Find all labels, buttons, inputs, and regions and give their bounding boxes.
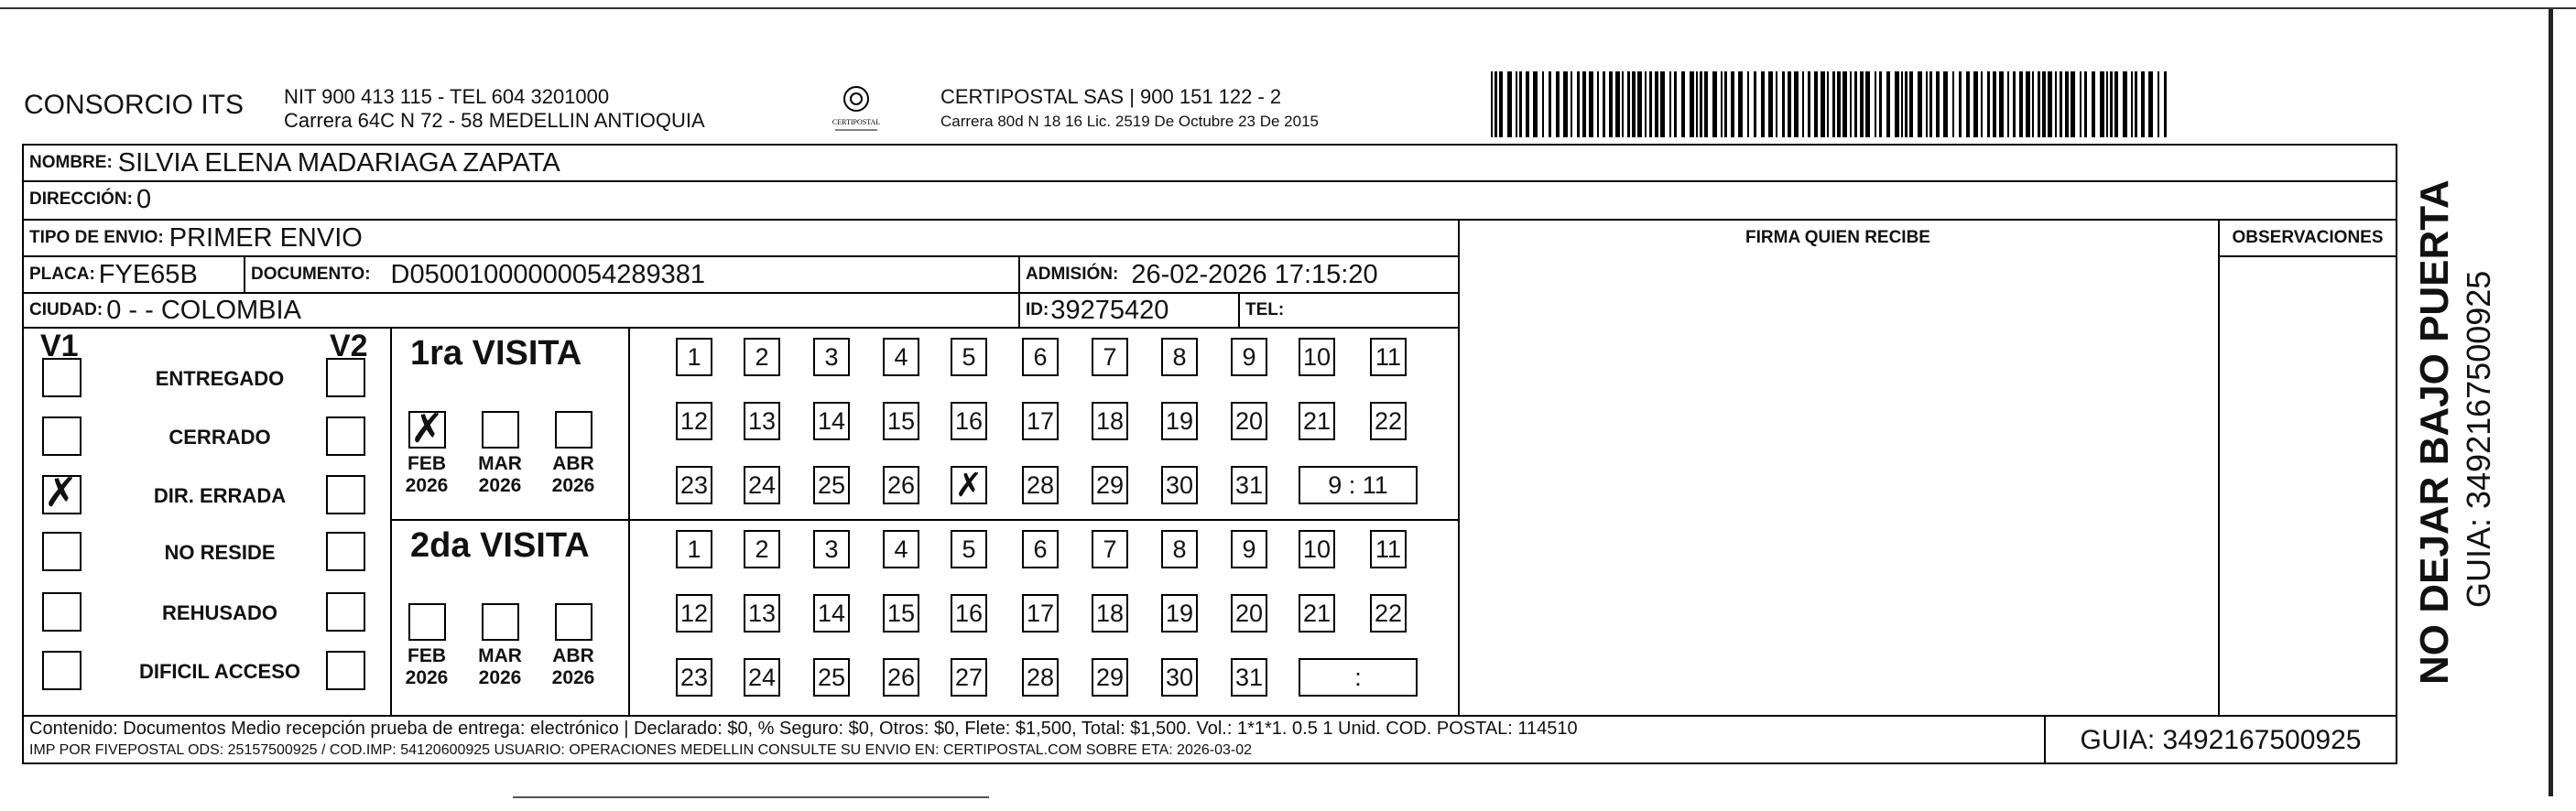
barcode-bar <box>1802 71 1804 137</box>
barcode-bar <box>1814 71 1818 137</box>
barcode-bar <box>1901 71 1903 137</box>
v2-header: V2 <box>330 329 368 363</box>
nombre-row <box>29 146 560 180</box>
barcode-bar <box>2114 71 2118 137</box>
id-label: ID: <box>1026 300 1049 319</box>
barcode-bar <box>1674 71 1677 137</box>
first-visit-day-13[interactable]: 13 <box>744 402 780 440</box>
second-visit-day-5[interactable]: 5 <box>951 530 987 568</box>
first-visit-day-19[interactable]: 19 <box>1161 402 1198 440</box>
second-visit-day-15[interactable]: 15 <box>883 594 919 633</box>
second-visit-month-label-mar: MAR 2026 <box>478 645 522 688</box>
barcode-bar <box>1499 71 1503 137</box>
barcode-bar <box>2100 71 2104 137</box>
side-guia: GUIA: 3492167500925 <box>2460 270 2497 608</box>
ciudad-cell <box>29 294 301 327</box>
first-visit-day-23[interactable]: 23 <box>676 466 712 504</box>
barcode-bar <box>2106 71 2108 137</box>
barcode-bar <box>1603 71 1605 137</box>
tipo-value: PRIMER ENVIO <box>168 222 363 253</box>
barcode-bar <box>1655 71 1658 137</box>
barcode-bar <box>2007 71 2009 137</box>
v1-checkbox-cerrado[interactable] <box>42 416 82 456</box>
v2-checkbox-rehusado[interactable] <box>326 592 365 632</box>
status-label-rehusado: REHUSADO <box>162 601 277 624</box>
second-visit-day-26[interactable]: 26 <box>883 658 919 697</box>
barcode-bar <box>1589 71 1593 137</box>
second-visit-day-31[interactable]: 31 <box>1231 658 1267 697</box>
first-visit-day-21[interactable]: 21 <box>1299 402 1335 440</box>
direccion-value: 0 <box>136 184 152 214</box>
second-visit-day-2[interactable]: 2 <box>744 530 780 568</box>
barcode-bar <box>1609 71 1613 137</box>
barcode-bar <box>1731 71 1734 137</box>
certipostal-logo <box>824 82 888 137</box>
firma-header: FIRMA QUIEN RECIBE <box>1745 228 1930 247</box>
contenido-text: Contenido: Documentos Medio recepción prueba de entrega: electrónico | Declarado: $0, % Seguro: $0, Otros: $0, Flete: $1,500, Total: $1,500. Vol.: 1*1*1. 0.5 1 Unid. COD. POSTAL: 114510 <box>29 719 1578 739</box>
barcode-bar <box>1832 71 1835 137</box>
barcode-bar <box>2080 71 2081 137</box>
barcode-bar <box>1905 71 1908 137</box>
barcode-bar <box>1582 71 1586 137</box>
barcode-bar <box>1943 71 1948 137</box>
nombre-value: SILVIA ELENA MADARIAGA ZAPATA <box>117 147 560 178</box>
barcode-bar <box>1571 71 1572 137</box>
barcode-bar <box>1918 71 1922 137</box>
first-visit-month-label-feb: FEB 2026 <box>405 453 449 496</box>
admision-label: ADMISIÓN: <box>1026 265 1119 284</box>
observaciones-header: OBSERVACIONES <box>2232 228 2384 247</box>
barcode-bar <box>2026 71 2030 137</box>
barcode-bar <box>1981 71 1983 137</box>
v2-checkbox-cerrado[interactable] <box>326 416 365 456</box>
barcode <box>1491 71 2176 137</box>
barcode-bar <box>2135 71 2137 137</box>
first-visit-day-18[interactable]: 18 <box>1092 402 1128 440</box>
second-visit-month-label-feb: FEB 2026 <box>405 645 449 688</box>
second-visit-day-6[interactable]: 6 <box>1022 530 1059 568</box>
carrier-name: CERTIPOSTAL SAS | 900 151 122 - 2 <box>940 85 1282 108</box>
barcode-bar <box>1637 71 1642 137</box>
status-label-dir-errada: DIR. ERRADA <box>153 484 287 507</box>
first-visit-day-17[interactable]: 17 <box>1022 402 1059 440</box>
ciudad-value: 0 - - COLOMBIA <box>106 295 301 325</box>
second-visit-day-18[interactable]: 18 <box>1092 594 1128 633</box>
second-visit-day-3[interactable]: 3 <box>813 530 850 568</box>
direccion-label: DIRECCIÓN: <box>29 189 133 209</box>
barcode-bar <box>1645 71 1647 137</box>
second-visit-month-label-abr: ABR 2026 <box>551 645 595 688</box>
barcode-bar <box>1909 71 1913 137</box>
first-visit-day-25[interactable]: 25 <box>813 466 850 504</box>
second-visit-day-1[interactable]: 1 <box>676 530 712 568</box>
second-visit-day-10[interactable]: 10 <box>1299 530 1335 568</box>
company-name: CONSORCIO ITS <box>24 90 245 120</box>
tipo-label: TIPO DE ENVIO: <box>29 228 164 247</box>
first-visit-day-6[interactable]: 6 <box>1022 338 1059 376</box>
barcode-bar <box>1549 71 1551 137</box>
tel-cell <box>1245 294 1288 327</box>
first-visit-day-8[interactable]: 8 <box>1161 338 1198 376</box>
first-visit-day-7[interactable]: 7 <box>1092 338 1128 376</box>
company-address: Carrera 64C N 72 - 58 MEDELLIN ANTIOQUIA <box>284 109 705 132</box>
first-visit-day-28[interactable]: 28 <box>1022 466 1059 504</box>
barcode-bar <box>1842 71 1847 137</box>
barcode-bar <box>1669 71 1671 137</box>
svg-text:CERTIPOSTAL: CERTIPOSTAL <box>831 118 881 126</box>
barcode-bar <box>1491 71 1493 137</box>
second-visit-day-8[interactable]: 8 <box>1161 530 1198 568</box>
second-visit-day-20[interactable]: 20 <box>1231 594 1267 633</box>
barcode-bar <box>1993 71 1996 137</box>
barcode-bar <box>1632 71 1636 137</box>
barcode-bar <box>1754 71 1756 137</box>
first-visit-day-27[interactable]: ✗ <box>951 466 987 504</box>
first-visit-day-30[interactable]: 30 <box>1161 466 1198 504</box>
first-visit-day-2[interactable]: 2 <box>744 338 780 376</box>
first-visit-day-10[interactable]: 10 <box>1299 338 1335 376</box>
barcode-bar <box>2032 71 2034 137</box>
barcode-bar <box>1696 71 1698 137</box>
barcode-bar <box>1854 71 1857 137</box>
second-visit-day-27[interactable]: 27 <box>951 658 987 697</box>
bottom-rule <box>513 796 989 798</box>
barcode-bar <box>1660 71 1665 137</box>
first-visit-month-checkbox-abr[interactable] <box>555 411 592 449</box>
v2-checkbox-entregado[interactable] <box>326 358 365 397</box>
tipo-row <box>29 221 363 255</box>
first-visit-month-label-mar: MAR 2026 <box>478 453 522 496</box>
first-visit-day-31[interactable]: 31 <box>1231 466 1267 504</box>
barcode-bar <box>1929 71 1932 137</box>
status-label-cerrado: CERRADO <box>168 426 271 449</box>
second-visit-day-12[interactable]: 12 <box>676 594 712 633</box>
barcode-bar <box>1519 71 1522 137</box>
barcode-bar <box>2048 71 2052 137</box>
side-warning: NO DEJAR BAJO PUERTA <box>2412 179 2457 685</box>
first-visit-day-1[interactable]: 1 <box>676 338 712 376</box>
first-visit-day-16[interactable]: 16 <box>951 402 987 440</box>
status-label-dificil-acceso: DIFICIL ACCESO <box>138 660 300 683</box>
admision-cell <box>1026 257 1378 292</box>
first-visit-day-9[interactable]: 9 <box>1231 338 1267 376</box>
v1-checkbox-entregado[interactable] <box>42 358 82 397</box>
second-visit-day-13[interactable]: 13 <box>744 594 780 633</box>
documento-value: D05001000000054289381 <box>390 259 706 289</box>
barcode-bar <box>2148 71 2153 137</box>
first-visit-month-label-abr: ABR 2026 <box>551 453 595 496</box>
barcode-bar <box>1533 71 1538 137</box>
barcode-bar <box>1886 71 1890 137</box>
barcode-bar <box>2123 71 2127 137</box>
barcode-bar <box>1850 71 1852 137</box>
barcode-bar <box>1516 71 1517 137</box>
barcode-bar <box>1507 71 1512 137</box>
first-visit-time-field[interactable]: 9 : 11 <box>1299 466 1418 504</box>
first-visit-month-checkbox-mar[interactable] <box>482 411 519 449</box>
second-visit-day-21[interactable]: 21 <box>1299 594 1335 633</box>
imp-text: IMP POR FIVEPOSTAL ODS: 25157500925 / COD.IMP: 54120600925 USUARIO: OPERACIONES MEDELLIN CONSULTE SU ENVIO EN: CERTIPOSTAL.COM SOBRE ETA: 2026-03-02 <box>29 742 1252 758</box>
barcode-bar <box>1959 71 1962 137</box>
barcode-bar <box>1936 71 1940 137</box>
documento-label: DOCUMENTO: <box>251 265 371 284</box>
barcode-bar <box>1860 71 1864 137</box>
barcode-bar <box>1782 71 1785 137</box>
barcode-bar <box>1556 71 1560 137</box>
status-label-entregado: ENTREGADO <box>155 367 285 390</box>
company-nit: NIT 900 413 115 - TEL 604 3201000 <box>284 85 610 108</box>
barcode-bar <box>1495 71 1497 137</box>
second-visit-day-7[interactable]: 7 <box>1092 530 1128 568</box>
first-visit-day-24[interactable]: 24 <box>744 466 780 504</box>
v1-checkbox-no-reside[interactable] <box>42 532 82 571</box>
documento-cell <box>251 257 705 292</box>
v2-checkbox-dir-errada[interactable] <box>326 475 365 514</box>
barcode-bar <box>1649 71 1652 137</box>
status-label-no-reside: NO RESIDE <box>164 541 276 564</box>
barcode-bar <box>2158 71 2159 137</box>
barcode-bar <box>1973 71 1978 137</box>
first-visit-day-20[interactable]: 20 <box>1231 402 1267 440</box>
second-visit-title: 2da VISITA <box>410 526 590 565</box>
second-visit-day-29[interactable]: 29 <box>1092 658 1128 697</box>
second-visit-day-17[interactable]: 17 <box>1022 594 1059 633</box>
second-visit-day-19[interactable]: 19 <box>1161 594 1198 633</box>
barcode-bar <box>1563 71 1568 137</box>
barcode-bar <box>1700 71 1702 137</box>
barcode-bar <box>2164 71 2167 137</box>
barcode-bar <box>1712 71 1717 137</box>
second-visit-day-23[interactable]: 23 <box>676 658 712 697</box>
nombre-label: NOMBRE: <box>29 153 113 172</box>
v1-checkbox-dificil-acceso[interactable] <box>42 651 82 690</box>
barcode-bar <box>2071 71 2075 137</box>
second-visit-day-11[interactable]: 11 <box>1370 530 1407 568</box>
placa-label: PLACA: <box>29 265 95 284</box>
barcode-bar <box>1926 71 1928 137</box>
second-visit-day-22[interactable]: 22 <box>1370 594 1407 633</box>
second-visit-day-9[interactable]: 9 <box>1231 530 1267 568</box>
second-visit-day-25[interactable]: 25 <box>813 658 850 697</box>
barcode-bar <box>1627 71 1630 137</box>
top-rule <box>0 7 2576 9</box>
first-visit-day-14[interactable]: 14 <box>813 402 850 440</box>
barcode-bar <box>1704 71 1708 137</box>
barcode-bar <box>2065 71 2069 137</box>
barcode-bar <box>1794 71 1799 137</box>
page-edge <box>2549 9 2553 796</box>
second-visit-day-16[interactable]: 16 <box>951 594 987 633</box>
direccion-row <box>29 182 151 217</box>
ciudad-label: CIUDAD: <box>29 300 103 319</box>
barcode-bar <box>2084 71 2087 137</box>
barcode-bar <box>1761 71 1765 137</box>
v1-checkbox-rehusado[interactable] <box>42 592 82 632</box>
first-visit-day-15[interactable]: 15 <box>883 402 919 440</box>
first-visit-day-11[interactable]: 11 <box>1370 338 1407 376</box>
barcode-bar <box>1577 71 1580 137</box>
barcode-bar <box>1622 71 1624 137</box>
first-visit-day-22[interactable]: 22 <box>1370 402 1407 440</box>
barcode-bar <box>1690 71 1694 137</box>
barcode-bar <box>1879 71 1882 137</box>
barcode-bar <box>1681 71 1685 137</box>
barcode-bar <box>1999 71 2004 137</box>
placa-cell <box>29 257 198 292</box>
barcode-bar <box>2141 71 2145 137</box>
barcode-bar <box>2110 71 2113 137</box>
v2-checkbox-no-reside[interactable] <box>326 532 365 571</box>
barcode-bar <box>1615 71 1620 137</box>
second-visit-time-field[interactable]: : <box>1299 658 1418 697</box>
barcode-bar <box>1542 71 1544 137</box>
tel-label: TEL: <box>1245 300 1285 319</box>
barcode-bar <box>1776 71 1777 137</box>
barcode-bar <box>1952 71 1954 137</box>
barcode-bar <box>1808 71 1810 137</box>
barcode-bar <box>1865 71 1870 137</box>
second-visit-month-checkbox-mar[interactable] <box>482 603 519 641</box>
barcode-bar <box>1837 71 1841 137</box>
first-visit-day-5[interactable]: 5 <box>951 338 987 376</box>
second-visit-day-24[interactable]: 24 <box>744 658 780 697</box>
placa-value: FYE65B <box>98 259 198 289</box>
barcode-bar <box>1768 71 1773 137</box>
barcode-bar <box>2019 71 2023 137</box>
barcode-bar <box>1875 71 1876 137</box>
second-visit-month-checkbox-abr[interactable] <box>555 603 592 641</box>
barcode-bar <box>1827 71 1829 137</box>
barcode-bar <box>1526 71 1529 137</box>
barcode-bar <box>2042 71 2046 137</box>
second-visit-day-28[interactable]: 28 <box>1022 658 1059 697</box>
barcode-bar <box>2013 71 2016 137</box>
barcode-bar <box>1738 71 1743 137</box>
barcode-bar <box>1895 71 1899 137</box>
barcode-bar <box>1747 71 1749 137</box>
first-visit-day-26[interactable]: 26 <box>883 466 919 504</box>
barcode-bar <box>1987 71 1990 137</box>
barcode-bar <box>1721 71 1723 137</box>
id-value: 39275420 <box>1050 295 1169 325</box>
barcode-bar <box>1724 71 1727 137</box>
barcode-bar <box>2055 71 2057 137</box>
guide-form <box>22 144 2397 764</box>
second-visit-day-14[interactable]: 14 <box>813 594 850 633</box>
barcode-bar <box>2131 71 2133 137</box>
barcode-bar <box>1821 71 1825 137</box>
first-visit-day-12[interactable]: 12 <box>676 402 712 440</box>
barcode-bar <box>2092 71 2095 137</box>
id-cell <box>1026 294 1168 327</box>
barcode-bar <box>1788 71 1791 137</box>
v1-header: V1 <box>40 329 79 363</box>
carrier-license: Carrera 80d N 18 16 Lic. 2519 De Octubre 23 De 2015 <box>940 113 1319 130</box>
second-visit-day-30[interactable]: 30 <box>1161 658 1198 697</box>
first-visit-day-4[interactable]: 4 <box>883 338 919 376</box>
footer-guia: GUIA: 3492167500925 <box>2080 725 2362 755</box>
check-mark-icon: ✗ <box>44 470 78 516</box>
barcode-bar <box>1597 71 1599 137</box>
barcode-bar <box>2060 71 2062 137</box>
first-visit-day-29[interactable]: 29 <box>1092 466 1128 504</box>
barcode-bar <box>2038 71 2040 137</box>
first-visit-day-3[interactable]: 3 <box>813 338 850 376</box>
first-visit-title: 1ra VISITA <box>410 334 582 373</box>
v2-checkbox-dificil-acceso[interactable] <box>326 651 365 690</box>
check-mark-icon: ✗ <box>410 406 444 452</box>
second-visit-month-checkbox-feb[interactable] <box>408 603 446 641</box>
barcode-bar <box>1966 71 1970 137</box>
second-visit-day-4[interactable]: 4 <box>883 530 919 568</box>
admision-value: 26-02-2026 17:15:20 <box>1131 259 1378 289</box>
